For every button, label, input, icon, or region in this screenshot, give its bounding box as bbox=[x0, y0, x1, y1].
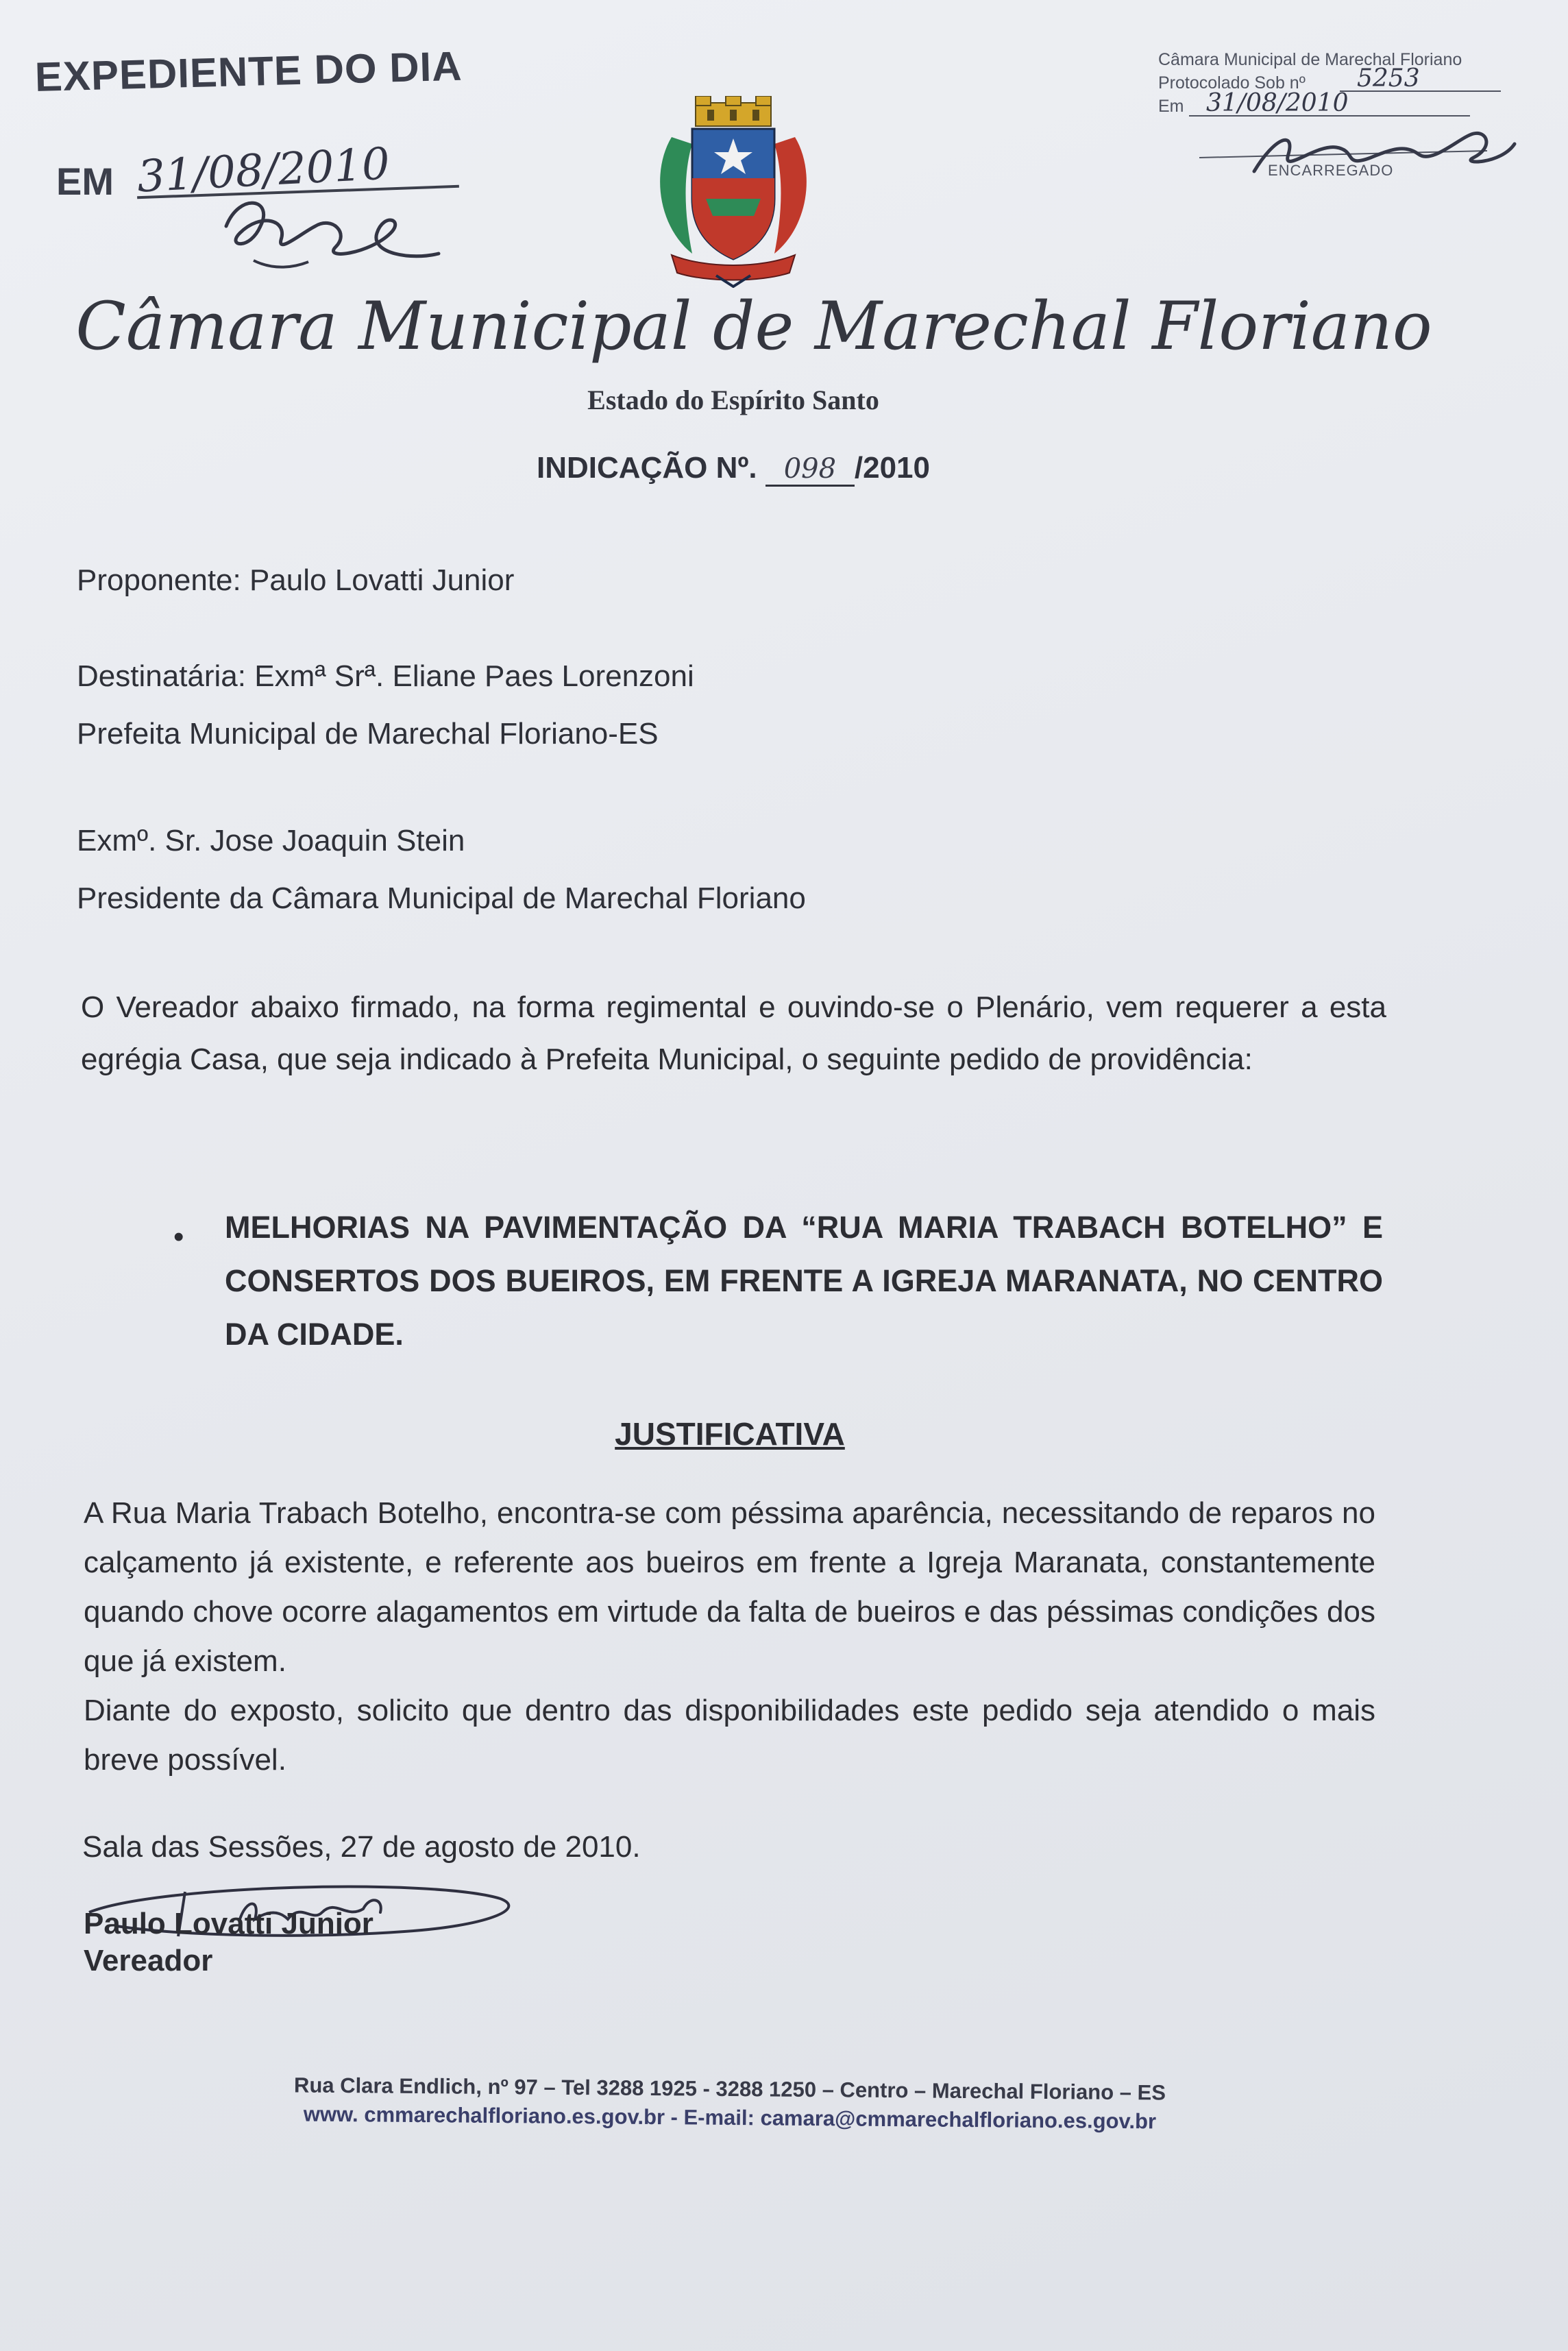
footer-web-email: www. cmmarechalfloriano.es.gov.br - E-mail: camara@cmmarechalfloriano.es.gov.br bbox=[303, 2102, 1157, 2134]
chamber-name-title: Câmara Municipal de Marechal Floriano bbox=[75, 288, 1432, 365]
bullet-icon: • bbox=[173, 1220, 184, 1254]
indicacao-year: /2010 bbox=[854, 451, 930, 485]
recipient-president-line: Exmº. Sr. Jose Joaquin Stein bbox=[77, 824, 465, 857]
stamp-expediente-title: EXPEDIENTE DO DIA bbox=[34, 42, 463, 100]
recipient-president-role: Presidente da Câmara Municipal de Marechal Floriano bbox=[77, 881, 806, 915]
justification-paragraph-2: Diante do exposto, solicito que dentro das disponibilidades este pedido seja atendido o mais breve possível. bbox=[84, 1694, 1375, 1777]
indicacao-heading bbox=[0, 451, 1467, 487]
stamp-protocol-em-label: Em bbox=[1158, 97, 1184, 116]
footer-address: Rua Clara Endlich, nº 97 – Tel 3288 1925 - 3288 1250 – Centro – Marechal Floriano – ES bbox=[293, 2073, 1166, 2105]
stamp-protocol bbox=[1158, 48, 1542, 118]
proponent-line: Proponente: Paulo Lovatti Junior bbox=[77, 563, 515, 597]
indicacao-number: 098 bbox=[765, 453, 855, 487]
stamp-expediente-date: 31/08/2010 bbox=[136, 138, 391, 203]
coat-of-arms-icon bbox=[644, 96, 822, 288]
signer-role: Vereador bbox=[84, 1944, 213, 1977]
indicacao-label: INDICAÇÃO Nº. bbox=[537, 451, 757, 485]
closing-place-date: Sala das Sessões, 27 de agosto de 2010. bbox=[82, 1830, 641, 1864]
justification-heading: JUSTIFICATIVA bbox=[615, 1416, 845, 1452]
recipient-mayor-role: Prefeita Municipal de Marechal Floriano-ES bbox=[77, 717, 659, 751]
stamp-expediente-em-label: EM bbox=[56, 160, 114, 203]
stamp-protocol-date: 31/08/2010 bbox=[1206, 89, 1349, 117]
stamp-protocol-label: Protocolado Sob nº bbox=[1158, 73, 1306, 93]
stamp-protocol-role: ENCARREGADO bbox=[1268, 162, 1394, 179]
stamp-protocol-number: 5253 bbox=[1357, 64, 1420, 93]
signer-name: Paulo Lovatti Junior bbox=[84, 1907, 373, 1940]
justification-paragraph-1: A Rua Maria Trabach Botelho, encontra-se com péssima aparência, necessitando de reparos no calçamento já existente, e referente aos bueiros em frente a Igreja Maranata, constantemente quando chove ocorre alagamentos em virtude da falta de bueiros e das péssimas condições dos que já existem. bbox=[84, 1496, 1375, 1678]
stamp-protocol-org: Câmara Municipal de Marechal Floriano bbox=[1158, 50, 1462, 69]
recipient-mayor-line: Destinatária: Exmª Srª. Eliane Paes Lorenzoni bbox=[77, 659, 694, 693]
stamp-expediente-signature-icon bbox=[212, 185, 459, 281]
intro-paragraph: O Vereador abaixo firmado, na forma regimental e ouvindo-se o Plenário, vem requerer a esta egrégia Casa, que seja indicado à Prefeita Municipal, o seguinte pedido de providência: bbox=[81, 990, 1386, 1076]
stamp-protocol-date-row bbox=[1158, 89, 1542, 118]
state-subtitle: Estado do Espírito Santo bbox=[587, 385, 879, 415]
request-item: MELHORIAS NA PAVIMENTAÇÃO DA “RUA MARIA TRABACH BOTELHO” E CONSERTOS DOS BUEIROS, EM FRENTE A IGREJA MARANATA, NO CENTRO DA CIDADE. bbox=[225, 1210, 1383, 1352]
